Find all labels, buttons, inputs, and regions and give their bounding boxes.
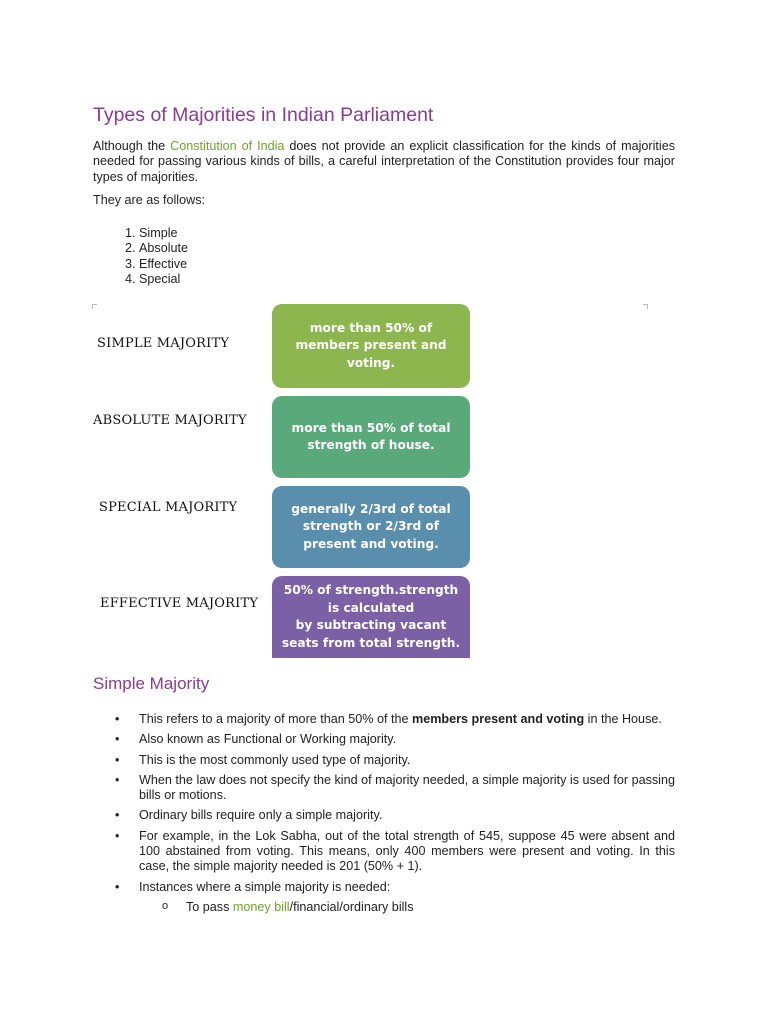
list-item	[93, 712, 675, 727]
section-heading: Simple Majority	[93, 674, 210, 693]
sub-text: /financial/ordinary bills	[289, 899, 414, 914]
effective-majority-label: EFFECTIVE MAJORITY	[100, 596, 259, 611]
diagram-corner-mark	[643, 304, 648, 309]
sub-list-item	[139, 900, 675, 915]
list-item: 4. Special	[139, 272, 188, 287]
list-item	[93, 880, 675, 916]
special-majority-box: generally 2/3rd of total strength or 2/3rd of present and voting.	[272, 486, 470, 568]
sub-list	[139, 900, 675, 915]
list-item: • Ordinary bills require only a simple majority.	[93, 808, 675, 823]
list-item: • For example, in the Lok Sabha, out of the total strength of 545, suppose 45 were absent and 100 abstained from voting. This means, only 400 members were present and voting. In this case, the simple majority needed is 201 (50% + 1).	[93, 829, 675, 875]
list-item: 2. Absolute	[139, 241, 188, 256]
absolute-majority-box: more than 50% of total strength of house.	[272, 396, 470, 478]
constitution-link[interactable]: Constitution of India	[170, 139, 285, 153]
list-item: • This is the most commonly used type of majority.	[93, 753, 675, 768]
simple-majority-label: SIMPLE MAJORITY	[97, 336, 230, 351]
absolute-majority-label: ABSOLUTE MAJORITY	[93, 413, 247, 428]
types-list	[93, 226, 188, 287]
list-item: • When the law does not specify the kind of majority needed, a simple majority is used for passing bills or motions.	[93, 773, 675, 804]
follows-paragraph: They are as follows:	[93, 193, 205, 207]
bullet-text: Instances where a simple majority is needed:	[139, 879, 391, 894]
simple-majority-box: more than 50% of members present and voting.	[272, 304, 470, 388]
money-bill-link[interactable]: money bill	[232, 899, 290, 914]
bullet-bold-text: members present and voting	[412, 712, 585, 726]
bullet-text: in the House.	[584, 712, 662, 726]
intro-text-after: does not provide an explicit classification for the kinds of majorities needed for passing various kinds of bills, a careful interpretation of the Constitution provides four major types of majorities.	[93, 139, 675, 184]
list-item: 3. Effective	[139, 257, 188, 272]
majority-types-diagram	[92, 302, 648, 660]
special-majority-label: SPECIAL MAJORITY	[99, 500, 238, 515]
effective-majority-box: 50% of strength.strength is calculated by subtracting vacant seats from total strength.	[272, 576, 470, 658]
list-item: • Also known as Functional or Working majority.	[93, 732, 675, 747]
sub-text: To pass	[186, 899, 233, 914]
simple-majority-bullets	[93, 712, 675, 920]
intro-paragraph	[93, 139, 675, 185]
intro-text-before: Although the	[93, 139, 171, 153]
diagram-corner-mark	[92, 304, 97, 309]
list-item: 1. Simple	[139, 226, 188, 241]
page-title: Types of Majorities in Indian Parliament	[93, 104, 434, 126]
bullet-text: This refers to a majority of more than 50% of the	[139, 712, 412, 726]
